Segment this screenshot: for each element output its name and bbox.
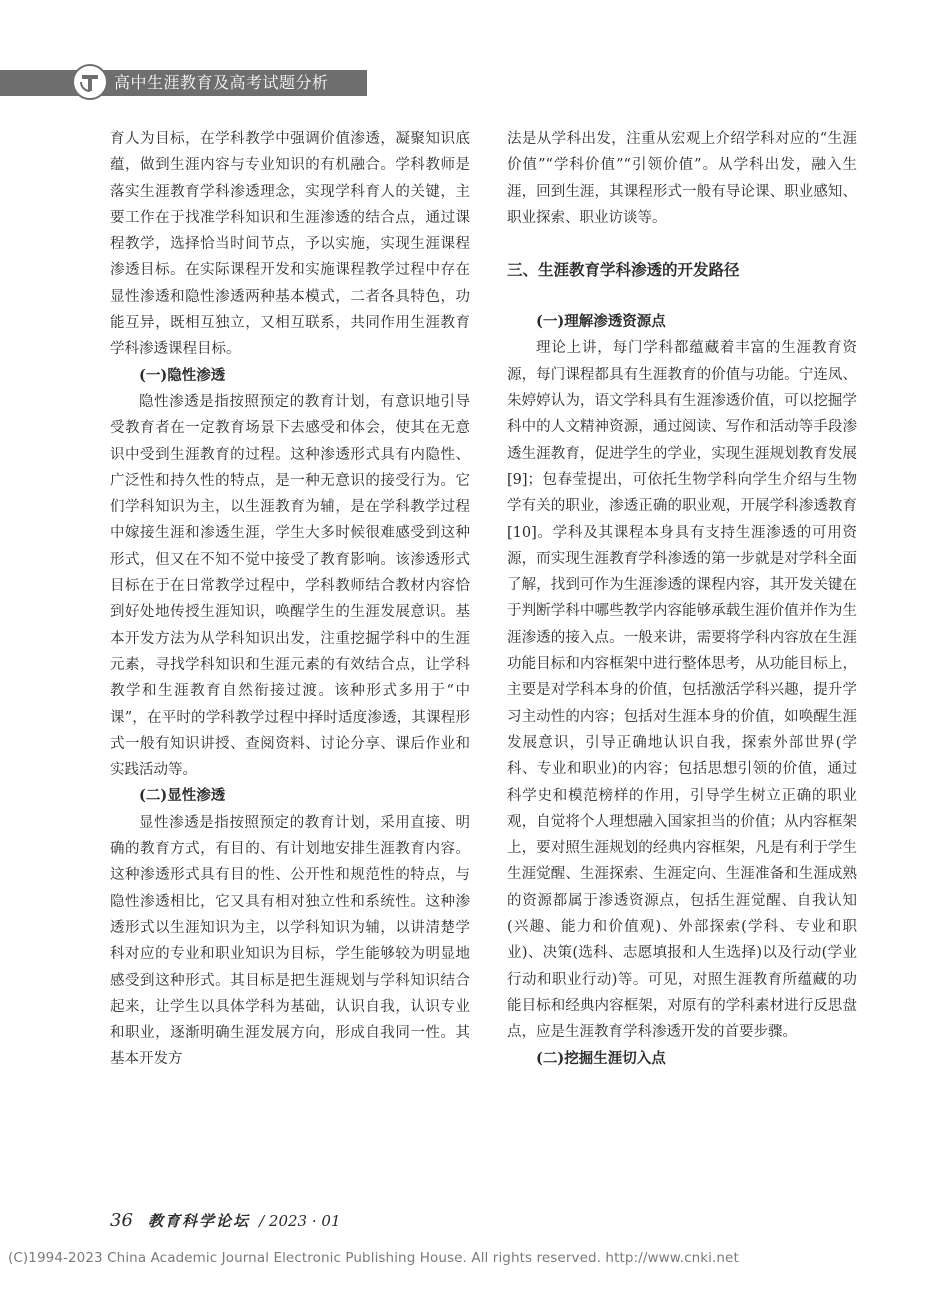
page-footer xyxy=(110,1210,341,1231)
subheading-entry-points: (二)挖掘生涯切入点 xyxy=(536,1049,666,1067)
journal-name: 教育科学论坛 xyxy=(148,1212,251,1230)
right-column xyxy=(507,126,857,1072)
paragraph-continued: 育人为目标，在学科教学中强调价值渗透，凝聚知识底蕴，做到生涯内容与专业知识的有机融合。学科教师是落实生涯教育学科渗透理念，实现学科育人的关键，主要工作在于找准学科知识和生涯渗透的结合点，通过课程教学，选择恰当时间节点，予以实施，实现生涯课程渗透目标。在实际课程开发和实施课程教学过程中存在显性渗透和隐性渗透两种基本模式，二者各具特色，功能互异，既相互独立，又相互联系，共同作用生涯教育学科渗透课程目标。 xyxy=(110,131,470,358)
paragraph-implicit: 隐性渗透是指按照预定的教育计划，有意识地引导受教育者在一定教育场景下去感受和体会，使其在无意识中受到生涯教育的过程。这种渗透形式具有内隐性、广泛性和持久性的特点，是一种无意识的接受行为。它们学科知识为主，以生涯教育为辅，是在学科教学过程中嫁接生涯和渗透生涯，学生大多时候很难感受到这种形式，但又在不知不觉中接受了教育影响。该渗透形式目标在于在日常教学过程中，学科教师结合教材内容恰到好处地传授生涯知识，唤醒学生的生涯发展意识。基本开发方法为从学科知识出发，注重挖掘学科中的生涯元素，寻找学科知识和生涯元素的有效结合点，让学科教学和生涯教育自然衔接过渡。该种形式多用于“中课”，在平时的学科教学过程中择时适度渗透，其课程形式一般有知识讲授、查阅资料、讨论分享、课后作业和实践活动等。 xyxy=(110,393,470,779)
issue-number: / 2023 · 01 xyxy=(259,1212,341,1230)
paragraph-continued-right: 法是从学科出发，注重从宏观上介绍学科对应的“生涯价值”“学科价值”“引领价值”。从学科出发，融入生涯，回到生涯，其课程形式一般有导论课、职业感知、职业探索、职业访谈等。 xyxy=(507,131,857,226)
paragraph-explicit: 显性渗透是指按照预定的教育计划，采用直接、明确的教育方式，有目的、有计划地安排生涯教育内容。这种渗透形式具有目的性、公开性和规范性的特点，与隐性渗透相比，它又具有相对独立性和系统性。这种渗透形式以生涯知识为主，以学科知识为辅，以讲清楚学科对应的专业和职业知识为目标，学生能够较为明显地感受到这种形式。其目标是把生涯规划与学科知识结合起来，让学生以具体学科为基础，认识自我，认识专业和职业，逐渐明确生涯发展方向，形成自我同一性。其基本开发方 xyxy=(110,814,470,1068)
page-number: 36 xyxy=(110,1210,133,1231)
left-column xyxy=(110,126,470,1073)
journal-logo-icon xyxy=(72,64,108,100)
subheading-resource-points: (一)理解渗透资源点 xyxy=(536,313,666,331)
section-heading-3: 三、生涯教育学科渗透的开发路径 xyxy=(507,261,740,280)
subheading-implicit-infiltration: (一)隐性渗透 xyxy=(139,366,226,384)
subheading-explicit-infiltration: (二)显性渗透 xyxy=(139,787,226,805)
running-header-title: 高中生涯教育及高考试题分析 xyxy=(114,73,329,92)
copyright-notice: (C)1994-2023 China Academic Journal Electronic Publishing House. All rights reserved. http://www.cnki.net xyxy=(8,1250,739,1266)
paragraph-resource-points: 理论上讲，每门学科都蕴藏着丰富的生涯教育资源，每门课程都具有生涯教育的价值与功能。宁连凤、朱婷婷认为，语文学科具有生涯渗透价值，可以挖掘学科中的人文精神资源，通过阅读、写作和活动等手段渗透生涯教育，促进学生的学业，实现生涯规划教育发展[9]；包春莹提出，可依托生物学科向学生介绍与生物学有关的职业，渗透正确的职业观，开展学科渗透教育[10]。学科及其课程本身具有支持生涯渗透的可用资源，而实现生涯教育学科渗透的第一步就是对学科全面了解，找到可作为生涯渗透的课程内容，其开发关键在于判断学科中哪些教学内容能够承载生涯价值并作为生涯渗透的接入点。一般来讲，需要将学科内容放在生涯功能目标和内容框架中进行整体思考，从功能目标上，主要是对学科本身的价值，包括激活学科兴趣，提升学习主动性的内容；包括对生涯本身的价值，如唤醒生涯发展意识，引导正确地认识自我，探索外部世界(学科、专业和职业)的内容；包括思想引领的价值，通过科学史和模范榜样的作用，引导学生树立正确的职业观，自觉将个人理想融入国家担当的价值；从内容框架上，要对照生涯规划的经典内容框架，凡是有利于学生生涯觉醒、生涯探索、生涯定向、生涯准备和生涯成熟的资源都属于渗透资源点，包括生涯觉醒、自我认知(兴趣、能力和价值观)、外部探索(学科、专业和职业)、决策(选科、志愿填报和人生选择)以及行动(学业行动和职业行动)等。可见，对照生涯教育所蕴藏的功能目标和经典内容框架，对原有的学科素材进行反思盘点，应是生涯教育学科渗透开发的首要步骤。 xyxy=(507,340,857,1041)
